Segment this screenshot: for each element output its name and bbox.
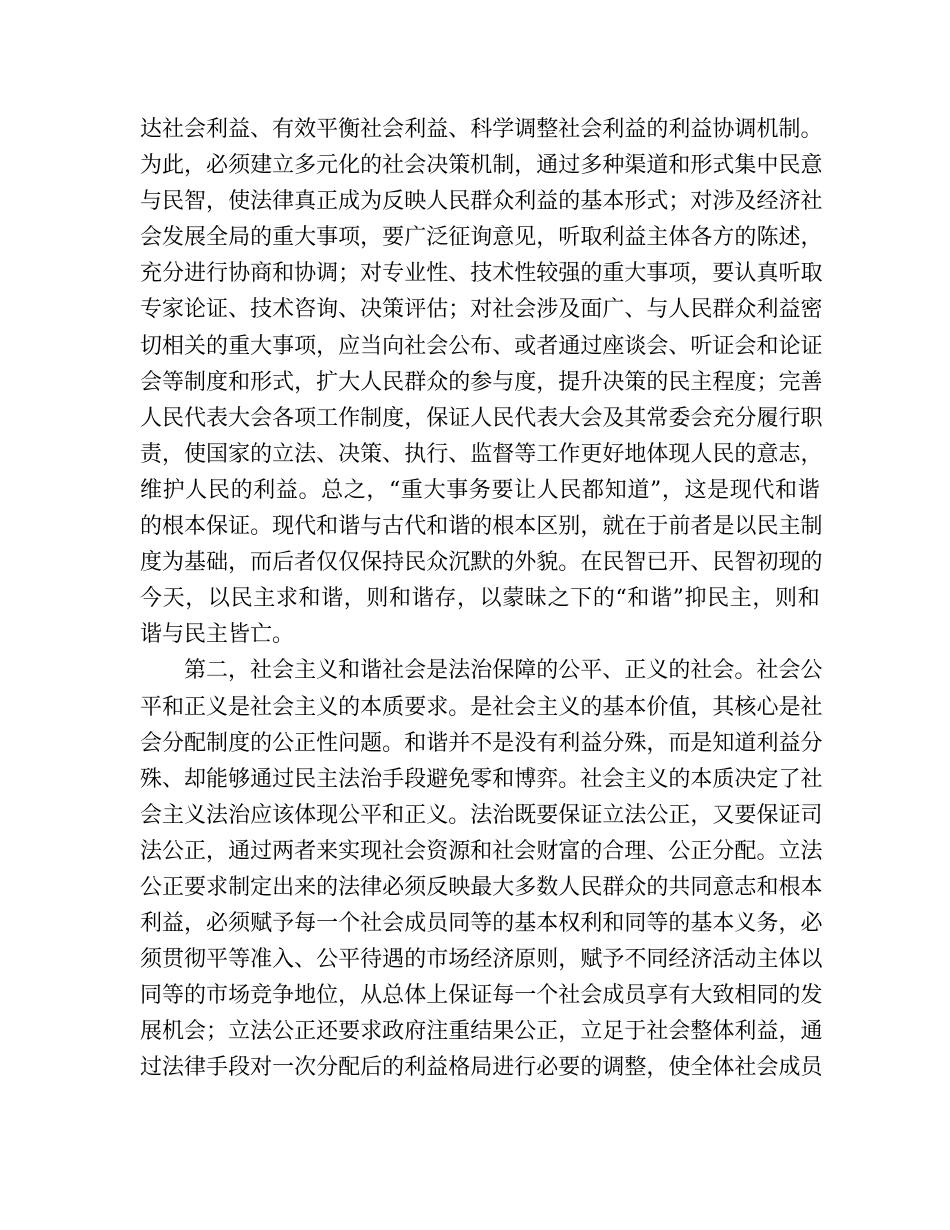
text-line: 谐与民主皆亡。 (140, 622, 295, 648)
text-line: 的 根 本 保 证 。 现 代 和 谐 与 古 代 和 谐 的 根 本 区 别 ， 就 在 于 前 者 是 以 民 主 制 (140, 514, 823, 540)
text-line: 须 贯 彻 平 等 准 入 、 公 平 待 遇 的 市 场 经 济 原 则 ， 赋 予 不 同 经 济 活 动 主 体 以 (140, 947, 823, 973)
text-line: 过 法 律 手 段 对 一 次 分 配 后 的 利 益 格 局 进 行 必 要 的 调 整 ， 使 全 体 社 会 成 员 (140, 1055, 823, 1081)
text-line: 维 护 人 民 的 利 益 。 总 之 ， “ 重 大 事 务 要 让 人 民 都 知 道 ” ， 这 是 现 代 和 谐 (140, 477, 820, 503)
text-line: 专 家 论 证 、 技 术 咨 询 、 决 策 评 估 ； 对 社 会 涉 及 面 广 、 与 人 民 群 众 利 益 密 (140, 297, 823, 323)
text-line: 今 天 ， 以 民 主 求 和 谐 ， 则 和 谐 存 ， 以 蒙 昧 之 下 的 “ 和 谐 ” 抑 民 主 ， 则 和 (140, 586, 820, 612)
text-line: 展 机 会 ； 立 法 公 正 还 要 求 政 府 注 重 结 果 公 正 ， 立 足 于 社 会 整 体 利 益 ， 通 (140, 1019, 823, 1045)
text-line: 公 正 要 求 制 定 出 来 的 法 律 必 须 反 映 最 大 多 数 人 民 群 众 的 共 同 意 志 和 根 本 (140, 874, 823, 900)
text-line: 会 主 义 法 治 应 该 体 现 公 平 和 正 义 。 法 治 既 要 保 证 立 法 公 正 ， 又 要 保 证 司 (140, 802, 823, 828)
text-line: 殊 、 却 能 够 通 过 民 主 法 治 手 段 避 免 零 和 博 弈 。 社 会 主 义 的 本 质 决 定 了 社 (140, 766, 823, 792)
text-line: 会 分 配 制 度 的 公 正 性 问 题 。 和 谐 并 不 是 没 有 利 益 分 殊 ， 而 是 知 道 利 益 分 (140, 730, 823, 756)
text-line: 达 社 会 利 益 、 有 效 平 衡 社 会 利 益 、 科 学 调 整 社 会 利 益 的 利 益 协 调 机 制 。 (140, 117, 823, 142)
text-line: 同 等 的 市 场 竞 争 地 位 ， 从 总 体 上 保 证 每 一 个 社 会 成 员 享 有 大 致 相 同 的 发 (140, 983, 823, 1009)
text-line: 法 公 正 ， 通 过 两 者 来 实 现 社 会 资 源 和 社 会 财 富 的 合 理 、 公 正 分 配 。 立 法 (140, 838, 823, 864)
text-line: 会 等 制 度 和 形 式 ， 扩 大 人 民 群 众 的 参 与 度 ， 提 升 决 策 的 民 主 程 度 ； 完 善 (140, 369, 823, 395)
text-line: 责 ， 使 国 家 的 立 法 、 决 策 、 执 行 、 监 督 等 工 作 更 好 地 体 现 人 民 的 意 志 ， (140, 441, 823, 467)
text-line: 切 相 关 的 重 大 事 项 ， 应 当 向 社 会 公 布 、 或 者 通 过 座 谈 会 、 听 证 会 和 论 证 (140, 333, 823, 359)
text-line: 充 分 进 行 协 商 和 协 调 ； 对 专 业 性 、 技 术 性 较 强 的 重 大 事 项 ， 要 认 真 听 取 (140, 261, 823, 287)
body-text (140, 112, 823, 1087)
text-line: 与 民 智 ， 使 法 律 真 正 成 为 反 映 人 民 群 众 利 益 的 基 本 形 式 ； 对 涉 及 经 济 社 (140, 189, 823, 215)
text-line: 平 和 正 义 是 社 会 主 义 的 本 质 要 求 。 是 社 会 主 义 的 基 本 价 值 ， 其 核 心 是 社 (140, 694, 823, 720)
text-line: 为 此 ， 必 须 建 立 多 元 化 的 社 会 决 策 机 制 ， 通 过 多 种 渠 道 和 形 式 集 中 民 意 (140, 153, 823, 179)
text-line: 会 发 展 全 局 的 重 大 事 项 ， 要 广 泛 征 询 意 见 ， 听 取 利 益 主 体 各 方 的 陈 述 ， (140, 225, 823, 251)
text-line: 度 为 基 础 ， 而 后 者 仅 仅 保 持 民 众 沉 默 的 外 貌 。 在 民 智 已 开 、 民 智 初 现 的 (140, 550, 823, 576)
text-line: 利 益 ， 必 须 赋 予 每 一 个 社 会 成 员 同 等 的 基 本 权 利 和 同 等 的 基 本 义 务 ， 必 (140, 911, 823, 937)
paragraph-first-line: 第 二 ， 社 会 主 义 和 谐 社 会 是 法 治 保 障 的 公 平 、 正 义 的 社 会 。 社 会 公 (184, 658, 823, 684)
text-line: 人 民 代 表 大 会 各 项 工 作 制 度 ， 保 证 人 民 代 表 大 会 及 其 常 委 会 充 分 履 行 职 (140, 405, 823, 431)
